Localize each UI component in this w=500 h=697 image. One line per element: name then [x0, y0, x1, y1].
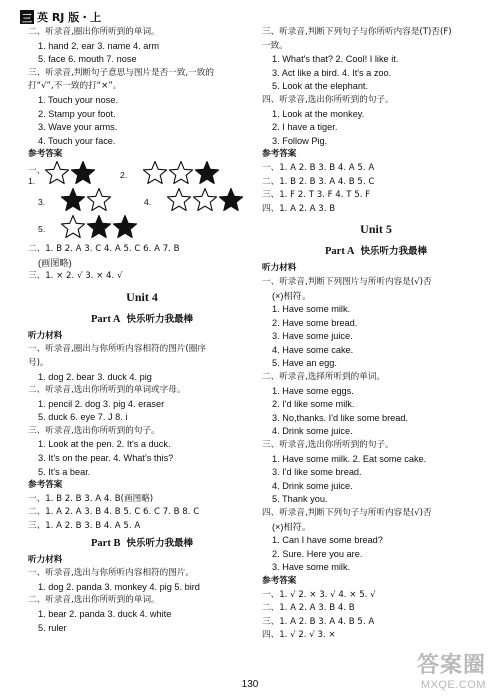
text-line: 4. Have some cake. — [272, 344, 354, 355]
text-line: 1. Look at the pen. 2. It's a duck. — [38, 439, 171, 450]
watermark-logo — [417, 648, 486, 691]
watermark-text: 答案圈 — [416, 653, 486, 678]
text-line: 3. No,thanks. I'd like some bread. — [272, 412, 409, 423]
text-line: 4. Touch your face. — [38, 135, 116, 146]
section-heading: 听力材料 — [262, 263, 297, 274]
unit-5-title: Unit 5 — [360, 222, 392, 237]
star-answers — [28, 162, 256, 243]
text-line: 5. face 6. mouth 7. nose — [38, 54, 137, 65]
filled-star-icon — [60, 187, 86, 213]
right-top-section — [262, 26, 490, 216]
section-heading: 二、听录音,选择所听到的单词。 — [262, 372, 386, 383]
part-label: Part B — [91, 537, 121, 549]
section-heading: 二、听录音,选出你所听到的单词或字母。 — [28, 385, 186, 396]
star-label: 4. — [144, 197, 152, 208]
text-line: 1. Can I have some bread? — [272, 535, 383, 546]
text-line: 3. Act like a bird. 4. It's a zoo. — [272, 67, 392, 78]
text-line: 5. Look at the elephant. — [272, 81, 369, 92]
text-line: 三、1. F 2. T 3. F 4. T 5. F — [262, 190, 371, 201]
section-heading: 参考答案 — [262, 149, 297, 160]
text-line: 二、1. A 2. A 3. B 4. B — [262, 603, 355, 614]
text-line: 四、1. A 2. A 3. B — [262, 203, 336, 214]
text-line: 3. It's on the pear. 4. What's this? — [38, 453, 174, 464]
outline-star-icon — [192, 187, 218, 213]
text-line: 1. Look at the monkey. — [272, 108, 365, 119]
left-answers-section — [28, 243, 256, 284]
text-line: 1. hand 2. ear 3. name 4. arm — [38, 40, 160, 51]
text-line: 5. Have an egg. — [272, 358, 337, 369]
filled-star-icon — [70, 160, 96, 186]
unit-5-part-a-title — [262, 242, 490, 262]
text-line: 5. ruler — [38, 622, 67, 633]
filled-star-icon — [194, 160, 220, 186]
star-label: 2. — [120, 170, 128, 181]
part-label: Part A — [91, 313, 121, 325]
star-row-3 — [28, 216, 256, 243]
text-line: 1. dog 2. bear 3. duck 4. pig — [38, 371, 152, 382]
unit-4-part-b-content — [28, 554, 256, 636]
text-line: 1. dog 2. panda 3. monkey 4. pig 5. bird — [38, 581, 200, 592]
star-label: 3. — [38, 197, 46, 208]
text-line: 5. It's a bear. — [38, 466, 91, 477]
star-row-2 — [28, 189, 256, 216]
unit-4-part-a-title — [28, 310, 256, 330]
text-line: 一、1. √ 2. × 3. √ 4. × 5. √ — [262, 589, 376, 600]
outline-star-icon — [168, 160, 194, 186]
text-line: 一、1. B 2. B 3. A 4. B(画图略) — [28, 493, 154, 504]
section-heading: 参考答案 — [28, 480, 63, 491]
section-heading: 听力材料 — [28, 554, 63, 565]
text-line: 号)。 — [28, 357, 49, 368]
unit-4-title: Unit 4 — [126, 289, 158, 304]
section-heading: 三、听录音,判断下列句子与你所听内容是(T)否(F) — [262, 27, 452, 37]
text-line: 1. Touch your nose. — [38, 94, 119, 105]
star-label: 一、1. — [28, 165, 46, 187]
text-line: 1. pencil 2. dog 3. pig 4. eraser — [38, 398, 165, 409]
text-line: 二、1. B 2. A 3. C 4. A 5. C 6. A 7. B — [28, 243, 180, 254]
part-heading: 快乐听力我最棒 — [360, 246, 427, 258]
text-line: 2. I have a tiger. — [272, 122, 338, 133]
outline-star-icon — [142, 160, 168, 186]
edition-title: 英 RJ 版・上 — [37, 11, 102, 24]
text-line: (×)相符。 — [272, 521, 312, 532]
page-number: 130 — [241, 679, 259, 690]
outline-star-icon — [60, 214, 86, 240]
section-heading: 三、听录音,选出你所听到的句子。 — [28, 425, 160, 436]
section-heading: 三、听录音,选出你所听到的句子。 — [262, 440, 394, 451]
unit-4-part-a-content — [28, 330, 256, 534]
section-heading: 一、听录音,圈出与你所听内容相符的图片(圈序 — [28, 344, 206, 355]
text-line: 三、1. A 2. B 3. A 4. B 5. A — [262, 616, 375, 627]
text-line: 二、1. A 2. A 3. B 4. B 5. C 6. C 7. B 8. C — [28, 507, 200, 518]
outline-star-icon — [166, 187, 192, 213]
filled-star-icon — [218, 187, 244, 213]
section-heading: 参考答案 — [28, 149, 63, 160]
text-line: 一、1. A 2. B 3. B 4. A 5. A — [262, 162, 375, 173]
star-label: 5. — [38, 224, 46, 235]
part-heading: 快乐听力我最棒 — [126, 537, 193, 549]
page-header — [20, 8, 101, 26]
outline-star-icon — [44, 160, 70, 186]
text-line: 一致。 — [262, 40, 288, 51]
watermark-url: MXQE.COM — [420, 679, 486, 691]
text-line: 4. Drink some juice. — [272, 480, 353, 491]
section-heading: 听力材料 — [28, 330, 63, 341]
text-line: (画图略) — [38, 257, 72, 268]
text-line: 2. Sure. Here you are. — [272, 548, 363, 559]
text-line: 3. Have some milk. — [272, 562, 351, 573]
text-line: 三、1. A 2. B 3. B 4. A 5. A — [28, 521, 141, 532]
text-line: 3. I'd like some bread. — [272, 467, 362, 478]
grade-badge: 三 — [20, 10, 34, 24]
filled-star-icon — [112, 214, 138, 240]
section-heading: 二、听录音,选出你所听到的单词。 — [28, 595, 160, 606]
text-line: 1. Have some milk. 2. Eat some cake. — [272, 453, 427, 464]
outline-star-icon — [86, 187, 112, 213]
text-line: 二、1. B 2. B 3. A 4. B 5. C — [262, 176, 375, 187]
text-line: 4. Drink some juice. — [272, 426, 353, 437]
section-heading: 一、听录音,判断下列图片与所听内容是(√)否 — [262, 276, 432, 287]
section-heading: 参考答案 — [262, 575, 297, 586]
section-heading: 二、听录音,圈出你所听到的单词。 — [28, 27, 160, 37]
text-line: 1. Have some eggs. — [272, 385, 354, 396]
left-top-section — [28, 26, 256, 162]
section-heading: 三、听录音,判断句子意思与图片是否一致,一致的 — [28, 67, 214, 78]
text-line: 2. I'd like some milk. — [272, 399, 355, 410]
text-line: 5. duck 6. eye 7. J 8. i — [38, 412, 128, 423]
text-line: 3. Have some juice. — [272, 331, 353, 342]
text-line: 打“√”,不一致的打“×”。 — [28, 81, 122, 92]
left-column — [28, 26, 256, 635]
text-line: (×)相符。 — [272, 290, 312, 301]
text-line: 3. Wave your arms. — [38, 122, 118, 133]
text-line: 5. Thank you. — [272, 494, 328, 505]
unit-5-part-a-content — [262, 262, 490, 643]
right-column — [262, 26, 490, 643]
filled-star-icon — [86, 214, 112, 240]
part-label: Part A — [325, 246, 355, 258]
section-heading: 四、听录音,判断下列句子与所听内容是(√)否 — [262, 508, 432, 518]
section-heading: 四、听录音,选出你所听到的句子。 — [262, 94, 394, 105]
part-heading: 快乐听力我最棒 — [126, 313, 193, 325]
text-line: 三、1. × 2. √ 3. × 4. √ — [28, 271, 123, 282]
section-heading: 一、听录音,选出与你所听内容相符的图片。 — [28, 568, 195, 579]
text-line: 3. Follow Pig. — [272, 135, 328, 146]
text-line: 2. Stamp your foot. — [38, 108, 116, 119]
unit-4-part-b-title — [28, 534, 256, 554]
text-line: 四、1. √ 2. √ 3. × — [262, 630, 336, 641]
text-line: 2. Have some bread. — [272, 317, 358, 328]
text-line: 1. Have some milk. — [272, 304, 351, 315]
text-line: 1. bear 2. panda 3. duck 4. white — [38, 609, 172, 619]
text-line: 1. What's that? 2. Cool! I like it. — [272, 54, 399, 65]
star-row-1 — [28, 162, 256, 189]
